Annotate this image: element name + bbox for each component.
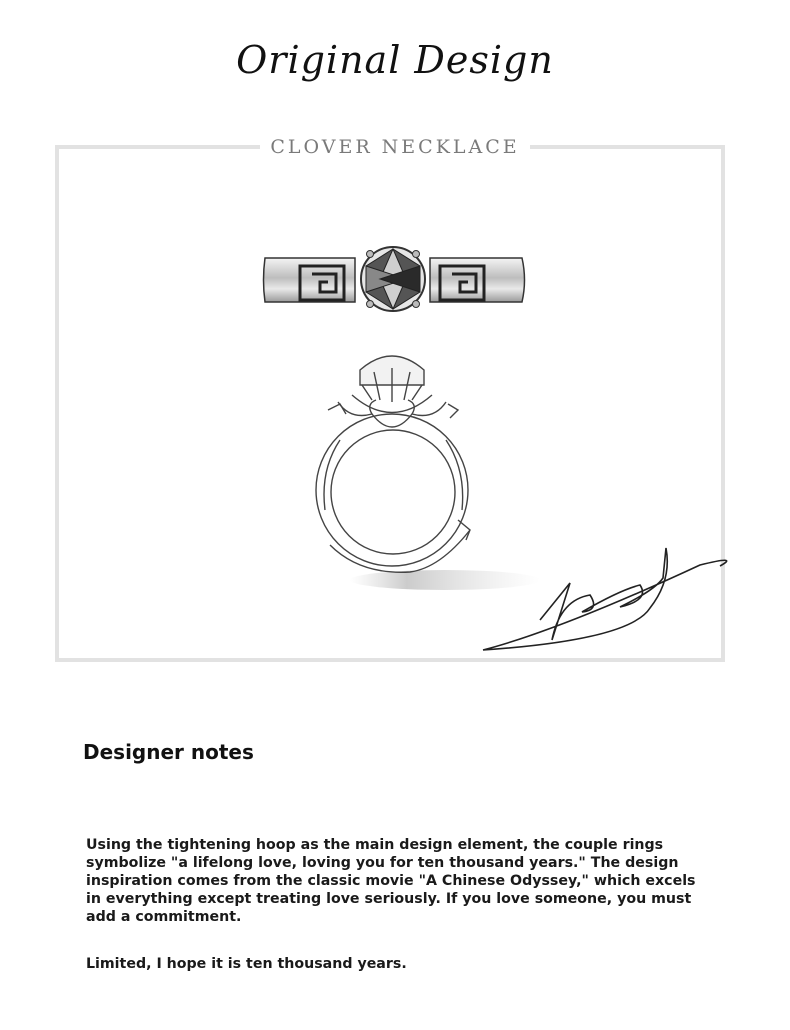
notes-body: Using the tightening hoop as the main design element, the couple rings symbolize "a lifelong love, loving you for ten thousand years." The design inspiration comes from the classic movie "A Chinese Odyssey," which excels in everything except treating love seriously. If you love someone, you must add a commitment. [86, 837, 696, 925]
notes-closing: Limited, I hope it is ten thousand years. [86, 956, 407, 972]
ring-side-view-sketch [316, 356, 540, 590]
notes-heading: Designer notes [83, 740, 254, 764]
product-label: CLOVER NECKLACE [260, 133, 530, 161]
designer-signature [483, 548, 727, 650]
ring-top-view-sketch [264, 247, 525, 311]
page-title: Original Design [236, 38, 554, 82]
